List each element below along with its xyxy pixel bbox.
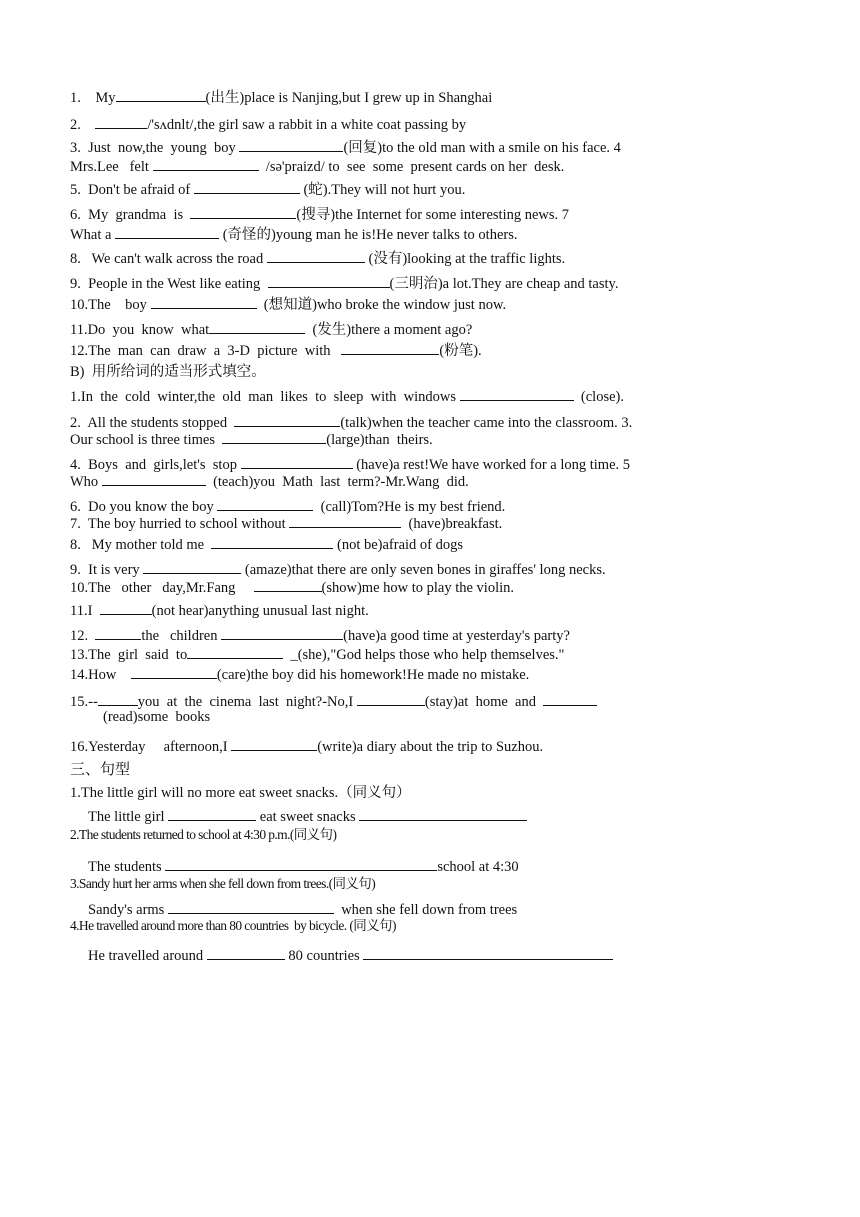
answer-blank[interactable] (359, 806, 527, 821)
worksheet-line (70, 429, 840, 449)
line-text: 10.The boy (70, 297, 151, 313)
answer-blank[interactable] (254, 577, 322, 592)
answer-blank[interactable] (116, 87, 206, 102)
worksheet-line (70, 577, 840, 597)
line-text: /'sʌdnlt/,the girl saw a rabbit in a white coat passing by (147, 117, 467, 133)
line-text: 6. Do you know the boy (70, 499, 218, 515)
worksheet-line (70, 386, 840, 406)
line-text: (not be)afraid of dogs (333, 537, 464, 553)
line-text: 8. We can't walk across the road (70, 251, 267, 267)
line-text: (奇怪的)young man he is!He never talks to others. (219, 227, 518, 243)
line-text: (have)breakfast. (401, 516, 503, 532)
worksheet-line (70, 736, 840, 756)
line-text: 4. Boys and girls,let's stop (70, 457, 241, 473)
line-text: (出生)place is Nanjing,but I grew up in Shanghai (205, 90, 493, 106)
line-text: (amaze)that there are only seven bones in giraffes' long necks. (241, 562, 606, 578)
line-text: Sandy's arms (88, 902, 168, 918)
line-text: (stay)at home and (424, 694, 544, 710)
worksheet-line (70, 87, 840, 107)
answer-blank[interactable] (95, 625, 141, 640)
line-text: 3.Sandy hurt her arms when she fell down from trees.(同义句) (70, 876, 376, 891)
answer-blank[interactable] (460, 386, 574, 401)
answer-blank[interactable] (239, 137, 343, 152)
line-text: (have)a rest!We have worked for a long time. 5 (352, 457, 631, 473)
line-text: (没有)looking at the traffic lights. (364, 251, 566, 267)
answer-blank[interactable] (168, 899, 334, 914)
line-text: 14.How (70, 667, 131, 683)
worksheet-line (70, 644, 840, 664)
answer-blank[interactable] (194, 179, 300, 194)
line-text: 2. (70, 117, 96, 133)
answer-blank[interactable] (234, 412, 340, 427)
line-text: B) 用所给词的适当形式填空。 (70, 364, 266, 380)
answer-blank[interactable] (543, 691, 597, 706)
line-text: (三明治)a lot.They are cheap and tasty. (389, 276, 619, 292)
line-text: 8. My mother told me (70, 537, 212, 553)
line-text: 1.In the cold winter,the old man likes to sleep with windows (70, 389, 460, 405)
worksheet-line (70, 273, 840, 293)
line-text: 12.The man can draw a 3-D picture with (70, 343, 342, 359)
line-text: 10.The other day,Mr.Fang (70, 580, 254, 596)
answer-blank[interactable] (102, 471, 206, 486)
worksheet-line (70, 319, 840, 339)
answer-blank[interactable] (115, 224, 219, 239)
answer-blank[interactable] (209, 319, 305, 334)
line-text: 4.He travelled around more than 80 countries by bicycle. (同义句) (70, 918, 396, 933)
answer-blank[interactable] (289, 513, 401, 528)
worksheet-line (70, 559, 840, 579)
line-text: (想知道)who broke the window just now. (256, 297, 507, 313)
line-text: /sə'praizd/ to see some present cards on her desk. (258, 159, 565, 175)
worksheet-line (70, 471, 840, 491)
answer-blank[interactable] (268, 273, 390, 288)
line-text: eat sweet snacks (256, 809, 360, 825)
line-text: (care)the boy did his homework!He made no mistake. (216, 667, 530, 683)
line-text: (call)Tom?He is my best friend. (313, 499, 506, 515)
line-text: 12. (70, 628, 96, 644)
line-text: 9. People in the West like eating (70, 276, 268, 292)
line-text: Mrs.Lee felt (70, 159, 153, 175)
line-text: 7. The boy hurried to school without (70, 516, 290, 532)
line-text: (蛇).They will not hurt you. (299, 182, 466, 198)
line-text: (teach)you Math last term?-Mr.Wang did. (205, 474, 469, 490)
worksheet-line (103, 708, 840, 726)
answer-blank[interactable] (211, 534, 333, 549)
answer-blank[interactable] (231, 736, 317, 751)
line-text: (粉笔). (439, 343, 482, 359)
line-text: He travelled around (88, 948, 207, 964)
line-text: 3. Just now,the young boy (70, 140, 240, 156)
worksheet-line (70, 204, 840, 224)
line-text: 6. My grandma is (70, 207, 191, 223)
line-text: The students (88, 859, 166, 875)
line-text: (发生)there a moment ago? (305, 322, 473, 338)
answer-blank[interactable] (165, 856, 437, 871)
answer-blank[interactable] (341, 340, 439, 355)
line-text: (large)than theirs. (326, 432, 433, 448)
answer-blank[interactable] (190, 204, 296, 219)
worksheet-line (88, 856, 840, 876)
answer-blank[interactable] (98, 691, 138, 706)
line-text: (have)a good time at yesterday's party? (343, 628, 570, 644)
line-text: (show)me how to play the violin. (321, 580, 515, 596)
line-text: The little girl (88, 809, 169, 825)
worksheet-line (70, 248, 840, 268)
worksheet-line (70, 179, 840, 199)
answer-blank[interactable] (267, 248, 365, 263)
worksheet-line (70, 600, 840, 620)
answer-blank[interactable] (363, 945, 613, 960)
answer-blank[interactable] (221, 625, 343, 640)
worksheet-line (70, 114, 840, 134)
line-text: (write)a diary about the trip to Suzhou. (317, 739, 544, 755)
line-text: Our school is three times (70, 432, 223, 448)
line-text: (回复)to the old man with a smile on his face. 4 (343, 140, 621, 156)
answer-blank[interactable] (241, 454, 353, 469)
answer-blank[interactable] (222, 429, 326, 444)
line-text: Who (70, 474, 102, 490)
worksheet-line (88, 806, 840, 826)
line-text: 15.-- (70, 694, 98, 710)
worksheet-line (70, 625, 840, 645)
line-text: 16.Yesterday afternoon,I (70, 739, 232, 755)
line-text: 2. All the students stopped (70, 415, 235, 431)
worksheet-line (70, 513, 840, 533)
worksheet-line (70, 137, 840, 157)
worksheet-line (70, 224, 840, 244)
line-text: 三、句型 (70, 762, 131, 778)
line-text: 13.The girl said to (70, 647, 188, 663)
answer-blank[interactable] (217, 496, 313, 511)
answer-blank[interactable] (153, 156, 259, 171)
answer-blank[interactable] (357, 691, 425, 706)
worksheet-line (70, 875, 840, 893)
line-text: _(she),"God helps those who help themselves." (283, 647, 565, 663)
line-text: 5. Don't be afraid of (70, 182, 194, 198)
line-text: when she fell down from trees (333, 902, 518, 918)
answer-blank[interactable] (187, 644, 283, 659)
worksheet-line (70, 761, 840, 779)
worksheet-line (70, 156, 840, 176)
answer-blank[interactable] (207, 945, 285, 960)
answer-blank[interactable] (100, 600, 152, 615)
line-text: 1.The little girl will no more eat sweet snacks.（同义句） (70, 785, 411, 801)
worksheet-line (88, 899, 840, 919)
line-text: (close). (573, 389, 624, 405)
line-text: the children (141, 628, 222, 644)
line-text: (read)some books (103, 709, 211, 725)
answer-blank[interactable] (143, 559, 241, 574)
worksheet-line (70, 826, 840, 844)
line-text: school at 4:30 (437, 859, 519, 875)
line-text: 2.The students returned to school at 4:30 p.m.(同义句) (70, 827, 337, 842)
answer-blank[interactable] (151, 294, 257, 309)
line-text: (talk)when the teacher came into the classroom. 3. (340, 415, 633, 431)
worksheet-line (70, 294, 840, 314)
line-text: 1. My (70, 90, 116, 106)
line-text: (搜寻)the Internet for some interesting news. 7 (296, 207, 570, 223)
answer-blank[interactable] (95, 114, 147, 129)
line-text: 9. It is very (70, 562, 144, 578)
worksheet-line (70, 664, 840, 684)
line-text: 11.I (70, 603, 100, 619)
line-text: 80 countries (284, 948, 364, 964)
worksheet-line (88, 945, 840, 965)
answer-blank[interactable] (168, 806, 256, 821)
line-text: 11.Do you know what (70, 322, 210, 338)
worksheet-line (70, 363, 840, 381)
line-text: (not hear)anything unusual last night. (151, 603, 369, 619)
worksheet-line (70, 784, 840, 802)
worksheet-line (70, 340, 840, 360)
worksheet-line (70, 534, 840, 554)
line-text: you at the cinema last night?-No,I (137, 694, 357, 710)
answer-blank[interactable] (131, 664, 217, 679)
line-text: What a (70, 227, 116, 243)
worksheet-line (70, 917, 840, 935)
